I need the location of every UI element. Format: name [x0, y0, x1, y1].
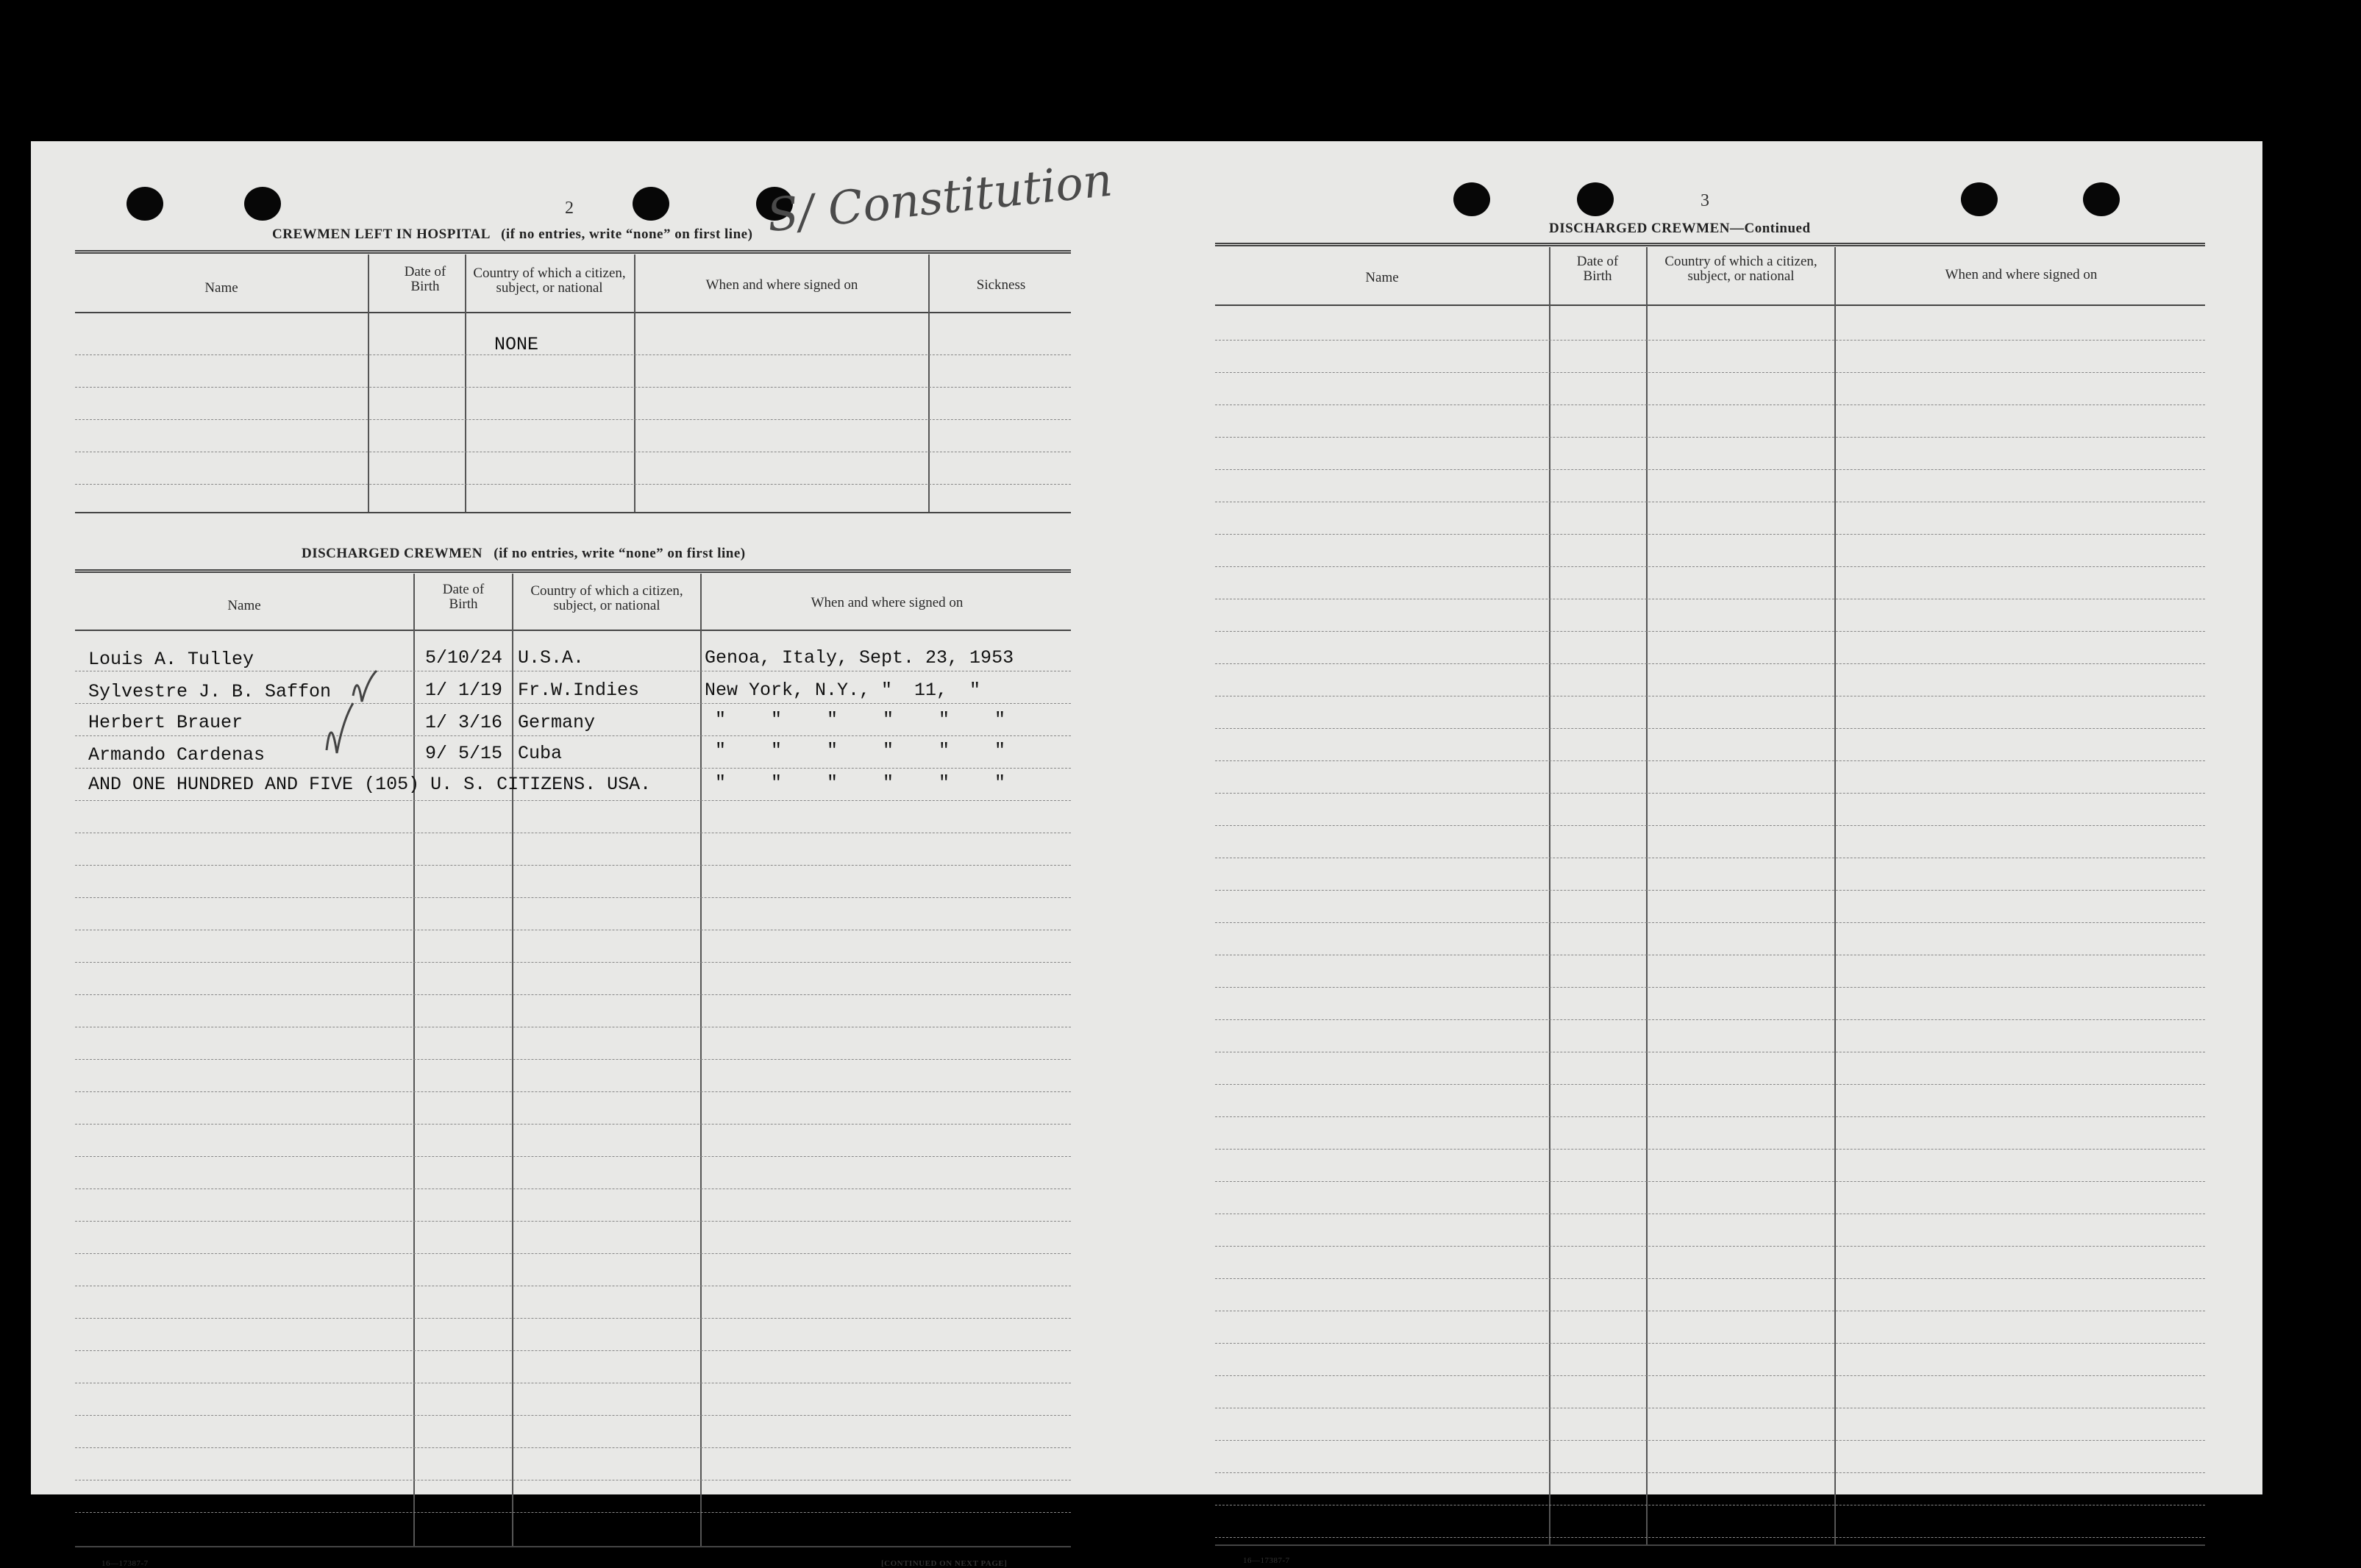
- entry-line: [75, 994, 1071, 995]
- crew-country: Cuba: [518, 743, 563, 764]
- continued-note: [CONTINUED ON NEXT PAGE]: [881, 1559, 1008, 1568]
- entry-line: [75, 1124, 1071, 1125]
- crew-dob: 1/ 3/16: [425, 712, 503, 733]
- col-header-signed-on: When and where signed on: [811, 595, 964, 610]
- entry-line: [75, 1447, 1071, 1448]
- entry-line: [75, 735, 1071, 736]
- col-header-name: Name: [204, 280, 238, 296]
- entry-line: [1215, 1149, 2205, 1150]
- entry-line: [1215, 340, 2205, 341]
- entry-line: [1215, 1343, 2205, 1344]
- col-header-signed-on: When and where signed on: [1945, 267, 2098, 282]
- column-rule: [634, 254, 635, 512]
- crew-country: Germany: [518, 712, 596, 733]
- entry-line: [1215, 793, 2205, 794]
- entry-line: [75, 962, 1071, 963]
- col-header-dob: Date of Birth: [1576, 254, 1619, 284]
- punch-hole: [2083, 182, 2120, 216]
- discharged-continued-title: DISCHARGED CREWMEN—Continued: [1549, 221, 1811, 236]
- entry-line: [1215, 1472, 2205, 1473]
- entry-line: [1215, 1246, 2205, 1247]
- hospital-section-title: [272, 227, 752, 243]
- entry-line: [75, 1221, 1071, 1222]
- entry-line: [75, 768, 1071, 769]
- entry-line: [75, 1059, 1071, 1060]
- entry-line: [75, 1253, 1071, 1254]
- entry-line: [1215, 437, 2205, 438]
- punch-hole: [1577, 182, 1614, 216]
- table-rule: [75, 630, 1071, 631]
- entry-line: [75, 1318, 1071, 1319]
- entry-line: [1215, 469, 2205, 470]
- table-rule: [75, 1546, 1071, 1547]
- entry-line: [75, 865, 1071, 866]
- table-rule: [1215, 304, 2205, 306]
- entry-line: [1215, 566, 2205, 567]
- entry-line: [1215, 1440, 2205, 1441]
- col-header-name: Name: [1365, 270, 1399, 285]
- table-rule: [1215, 243, 2205, 246]
- table-rule: [75, 512, 1071, 513]
- column-rule: [928, 254, 930, 512]
- entry-line: [75, 484, 1071, 485]
- column-rule: [1834, 247, 1836, 1544]
- discharged-section-title: [302, 546, 746, 562]
- crew-signed-on: Genoa, Italy, Sept. 23, 1953: [705, 647, 1014, 669]
- crew-summary-signed-on: " " " " " ": [715, 772, 1009, 794]
- entry-line: [1215, 1116, 2205, 1117]
- entry-line: [75, 897, 1071, 898]
- crew-country: U.S.A.: [518, 647, 585, 669]
- crew-dob: 5/10/24: [425, 647, 503, 669]
- entry-line: [75, 387, 1071, 388]
- entry-line: [1215, 1375, 2205, 1376]
- discharged-title-text: DISCHARGED CREWMEN: [302, 546, 482, 561]
- punch-hole: [127, 187, 163, 221]
- col-header-country: Country of which a citizen, subject, or national: [530, 583, 683, 613]
- entry-line: [75, 1350, 1071, 1351]
- manifest-sheet: [31, 141, 2262, 1568]
- entry-line: [1215, 663, 2205, 664]
- crew-dob: 1/ 1/19: [425, 680, 503, 701]
- entry-line: [1215, 1084, 2205, 1085]
- punch-hole: [633, 187, 669, 221]
- handwritten-check-mark: [319, 699, 363, 758]
- col-header-dob: Date of Birth: [404, 264, 446, 294]
- table-rule: [75, 569, 1071, 573]
- column-rule: [465, 254, 466, 512]
- crew-signed-on: New York, N.Y., " 11, ": [705, 680, 981, 701]
- entry-line: [1215, 372, 2205, 373]
- entry-line: [1215, 728, 2205, 729]
- column-rule: [700, 574, 702, 1546]
- hospital-row-country: NONE: [494, 334, 539, 355]
- entry-line: [1215, 987, 2205, 988]
- hospital-title-text: CREWMEN LEFT IN HOSPITAL: [272, 227, 490, 242]
- col-header-dob: Date of Birth: [442, 582, 485, 612]
- column-rule: [413, 574, 415, 1546]
- crew-signed-on: " " " " " ": [715, 709, 1009, 730]
- col-header-signed-on: When and where signed on: [705, 277, 858, 293]
- column-rule: [368, 254, 369, 512]
- entry-line: [75, 1091, 1071, 1092]
- form-number: 16—17387-7: [1243, 1556, 1290, 1565]
- col-header-sickness: Sickness: [976, 277, 1026, 293]
- crew-name: Herbert Brauer: [88, 712, 243, 733]
- discharged-title-note: (if no entries, write “none” on first line): [494, 546, 746, 561]
- punch-hole: [1961, 182, 1998, 216]
- hospital-title-note: (if no entries, write “none” on first line): [501, 227, 753, 242]
- crew-name: Louis A. Tulley: [88, 649, 254, 670]
- column-rule: [1646, 247, 1648, 1544]
- page-number: 3: [1701, 191, 1709, 210]
- handwritten-ship-name: S/ Constitution: [764, 152, 1115, 243]
- entry-line: [1215, 1019, 2205, 1020]
- page-number: 2: [565, 199, 574, 218]
- entry-line: [75, 1156, 1071, 1157]
- crew-summary-line: AND ONE HUNDRED AND FIVE (105) U. S. CITIZENS. USA.: [88, 774, 652, 795]
- punch-hole: [1453, 182, 1490, 216]
- entry-line: [75, 800, 1071, 801]
- entry-line: [75, 354, 1071, 355]
- col-header-name: Name: [227, 598, 261, 613]
- column-rule: [512, 574, 513, 1546]
- table-rule: [75, 312, 1071, 313]
- punch-hole: [244, 187, 281, 221]
- crew-name: Sylvestre J. B. Saffon: [88, 681, 332, 702]
- entry-line: [1215, 922, 2205, 923]
- entry-line: [1215, 890, 2205, 891]
- column-rule: [1549, 247, 1550, 1544]
- entry-line: [1215, 1181, 2205, 1182]
- crew-signed-on: " " " " " ": [715, 740, 1009, 761]
- entry-line: [75, 419, 1071, 420]
- entry-line: [1215, 825, 2205, 826]
- crew-name: Armando Cardenas: [88, 744, 266, 766]
- entry-line: [75, 703, 1071, 704]
- entry-line: [75, 1512, 1071, 1513]
- form-number: 16—17387-7: [102, 1559, 149, 1568]
- col-header-country: Country of which a citizen, subject, or national: [1664, 254, 1817, 284]
- entry-line: [1215, 631, 2205, 632]
- crew-dob: 9/ 5/15: [425, 743, 503, 764]
- entry-line: [75, 1415, 1071, 1416]
- table-rule: [75, 250, 1071, 254]
- entry-line: [1215, 534, 2205, 535]
- entry-line: [1215, 1278, 2205, 1279]
- crew-country: Fr.W.Indies: [518, 680, 640, 701]
- entry-line: [1215, 1537, 2205, 1538]
- entry-line: [1215, 760, 2205, 761]
- col-header-country: Country of which a citizen, subject, or national: [473, 266, 626, 296]
- table-rule: [1215, 1544, 2205, 1546]
